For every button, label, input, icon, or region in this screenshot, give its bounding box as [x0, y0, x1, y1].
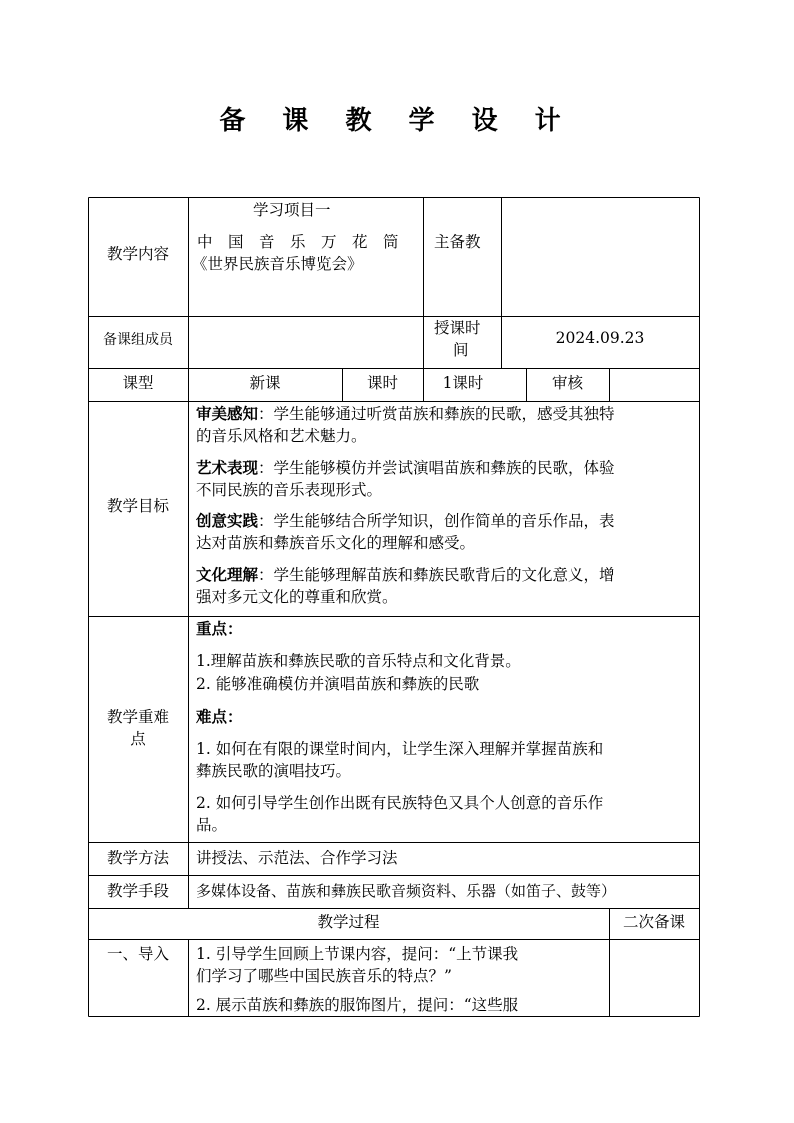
objective-4: 文化理解：学生能够理解苗族和彝族民歌背后的文化意义，增 强对多元文化的尊重和欣赏。 — [196, 565, 615, 606]
lesson-type-label: 课型 — [122, 374, 154, 392]
process-header: 教学过程 — [317, 913, 380, 931]
hours-label: 课时 — [366, 374, 398, 392]
difficulty-1-line-2: 彝族民歌的演唱技巧。 — [196, 762, 352, 780]
content-line-1: 学习项目一 — [253, 201, 331, 219]
key-point-1: 1.理解苗族和彝族民歌的音乐特点和文化背景。 — [196, 652, 521, 670]
content-line-2: 中 国 音 乐 万 花 筒 — [197, 233, 399, 251]
difficulty-2-line-1: 2. 如何引导学生创作出既有民族特色又具个人创意的音乐作 — [196, 794, 604, 812]
page-title: 备 课 教 学 设 计 — [219, 106, 575, 136]
intro-step-1-line-2: 们学习了哪些中国民族音乐的特点？” — [196, 967, 452, 985]
class-time-label-2: 间 — [453, 341, 469, 359]
content-label: 教学内容 — [106, 245, 169, 263]
class-date: 2024.09.23 — [555, 329, 645, 347]
means-label: 教学手段 — [106, 882, 169, 900]
objective-3: 创意实践：学生能够结合所学知识，创作简单的音乐作品，表 达对苗族和彝族音乐文化的理解和感受。 — [196, 511, 615, 552]
review-label: 审核 — [551, 374, 583, 392]
key-points-label-2: 点 — [130, 730, 146, 748]
lead-teacher-label: 主备教 — [434, 233, 481, 251]
methods-value: 讲授法、示范法、合作学习法 — [196, 849, 398, 867]
intro-step-label: 一、导入 — [106, 945, 169, 963]
second-prep-header: 二次备课 — [622, 913, 685, 931]
content-line-3: 《世界民族音乐博览会》 — [192, 255, 363, 273]
key-point-2: 2. 能够准确模仿并演唱苗族和彝族的民歌 — [196, 675, 480, 693]
difficulty-heading: 难点： — [196, 707, 243, 726]
lesson-type-value: 新课 — [249, 374, 281, 392]
key-points-label-1: 教学重难 — [106, 708, 169, 726]
objective-1: 审美感知：学生能够通过听赏苗族和彝族的民歌，感受其独特 的音乐风格和艺术魅力。 — [196, 404, 615, 445]
methods-label: 教学方法 — [106, 849, 169, 867]
objective-2: 艺术表现：学生能够模仿并尝试演唱苗族和彝族的民歌，体验 不同民族的音乐表现形式。 — [196, 458, 615, 499]
key-points-heading: 重点： — [196, 619, 243, 638]
intro-step-1-line-1: 1. 引导学生回顾上节课内容，提问：“上节课我 — [196, 945, 519, 963]
means-value: 多媒体设备、苗族和彝族民歌音频资料、乐器（如笛子、鼓等） — [196, 882, 617, 900]
difficulty-1-line-1: 1. 如何在有限的课堂时间内，让学生深入理解并掌握苗族和 — [196, 740, 604, 758]
intro-step-2-line-1: 2. 展示苗族和彝族的服饰图片，提问：“这些服 — [196, 996, 519, 1014]
difficulty-2-line-2: 品。 — [196, 816, 228, 834]
group-members-label: 备课组成员 — [103, 332, 173, 348]
hours-value: 1课时 — [442, 374, 484, 392]
objectives-label: 教学目标 — [106, 497, 169, 515]
class-time-label-1: 授课时 — [434, 319, 481, 337]
